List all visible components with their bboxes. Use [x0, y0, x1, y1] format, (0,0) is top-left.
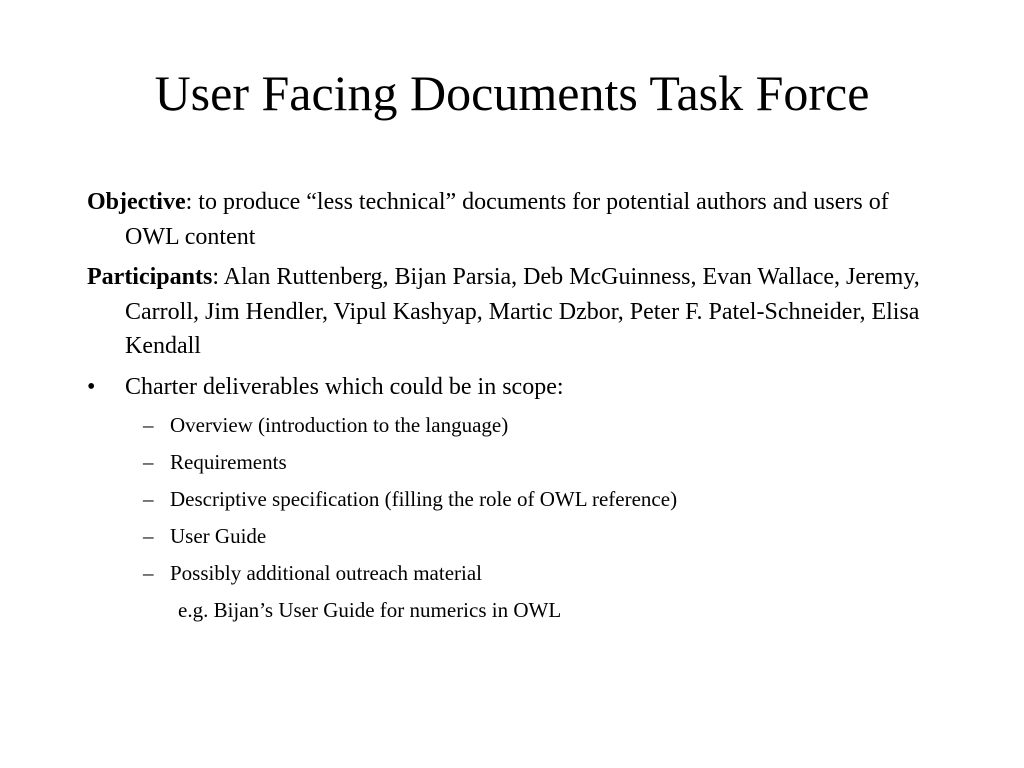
bullet-mark: • [87, 373, 96, 400]
list-item-text: User Guide [170, 523, 267, 548]
list-item-text: Possibly additional outreach material [170, 560, 483, 585]
slide-title: User Facing Documents Task Force [154, 65, 870, 121]
dash-mark: – [143, 449, 154, 474]
objective-text: : to produce “less technical” documents for potential authors and users of OWL content [125, 189, 889, 250]
participants-paragraph [87, 260, 947, 364]
objective-label: Objective [87, 189, 186, 215]
dash-mark: – [143, 412, 154, 437]
charter-bullet [87, 370, 947, 404]
dash-mark: – [143, 560, 154, 585]
list-item [87, 444, 947, 481]
list-item-text: Requirements [170, 449, 287, 474]
objective-paragraph [87, 185, 947, 254]
dash-mark: – [143, 523, 154, 548]
slide-content [87, 185, 947, 629]
list-item-text: Descriptive specification (filling the role of OWL reference) [170, 486, 678, 511]
list-item [87, 518, 947, 555]
dash-mark: – [143, 486, 154, 511]
deliverables-list [87, 407, 947, 629]
list-item [87, 481, 947, 518]
participants-text: : Alan Ruttenberg, Bijan Parsia, Deb McGuinness, Evan Wallace, Jeremy, Carroll, Jim Hendler, Vipul Kashyap, Martic Dzbor, Peter F. Patel-Schneider, Elisa Kendall [125, 264, 920, 359]
participants-label: Participants [87, 264, 213, 290]
list-item [87, 407, 947, 444]
charter-text: Charter deliverables which could be in scope: [125, 373, 564, 400]
example-note: e.g. Bijan’s User Guide for numerics in OWL [178, 597, 562, 622]
list-item-text: Overview (introduction to the language) [170, 412, 509, 437]
list-item [87, 555, 947, 592]
